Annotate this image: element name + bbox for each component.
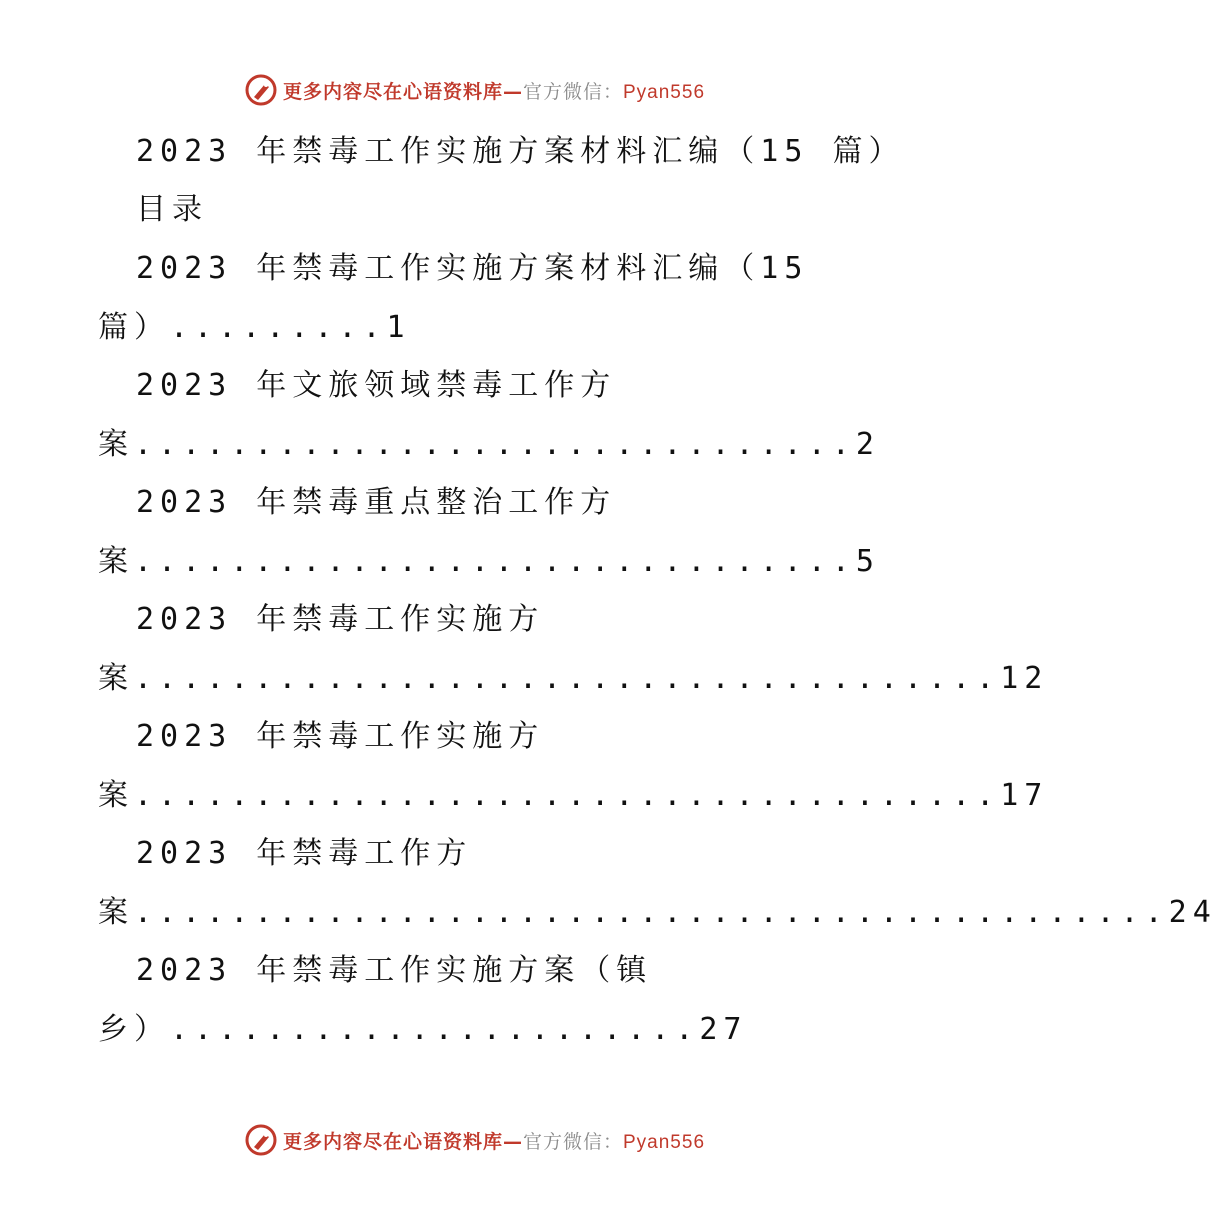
banner-main-text: 更多内容尽在心语资料库 bbox=[282, 80, 503, 103]
banner-dash: — bbox=[502, 80, 523, 103]
toc-entry-3-line1: 2023 年禁毒重点整治工作方 bbox=[136, 485, 617, 520]
toc-entry-2-line1: 2023 年文旅领域禁毒工作方 bbox=[136, 368, 617, 403]
banner-wechat-label: 官方微信： bbox=[522, 1130, 623, 1153]
banner-main-text: 更多内容尽在心语资料库 bbox=[282, 1130, 503, 1153]
toc-entry-5-line1: 2023 年禁毒工作实施方 bbox=[136, 719, 545, 754]
toc-entry-1-line2: 篇）.........1 bbox=[98, 310, 411, 345]
toc-entry-6-line2: 案...........................................24 bbox=[98, 895, 1217, 930]
pen-logo-icon bbox=[245, 74, 277, 106]
toc-heading: 目录 bbox=[136, 192, 208, 227]
banner-wechat-id: Pyan556 bbox=[623, 81, 706, 103]
banner-dash: — bbox=[502, 1130, 523, 1153]
header-banner bbox=[0, 70, 950, 110]
toc-entry-1-line1: 2023 年禁毒工作实施方案材料汇编（15 bbox=[136, 251, 809, 286]
toc-entry-7-line2: 乡）......................27 bbox=[98, 1012, 748, 1047]
pen-logo-icon bbox=[245, 1124, 277, 1156]
toc-entry-4-line2: 案....................................12 bbox=[98, 661, 1049, 696]
toc-entry-4-line1: 2023 年禁毒工作实施方 bbox=[136, 602, 545, 637]
toc-entry-6-line1: 2023 年禁毒工作方 bbox=[136, 836, 473, 871]
banner-wechat-id: Pyan556 bbox=[623, 1131, 706, 1153]
footer-banner bbox=[0, 1120, 950, 1160]
toc-entry-5-line2: 案....................................17 bbox=[98, 778, 1049, 813]
document-title: 2023 年禁毒工作实施方案材料汇编（15 篇） bbox=[136, 134, 905, 169]
toc-entry-7-line1: 2023 年禁毒工作实施方案（镇 bbox=[136, 953, 653, 988]
banner-wechat-label: 官方微信： bbox=[522, 80, 623, 103]
toc-entry-2-line2: 案..............................2 bbox=[98, 427, 880, 462]
toc-entry-3-line2: 案..............................5 bbox=[98, 544, 880, 579]
